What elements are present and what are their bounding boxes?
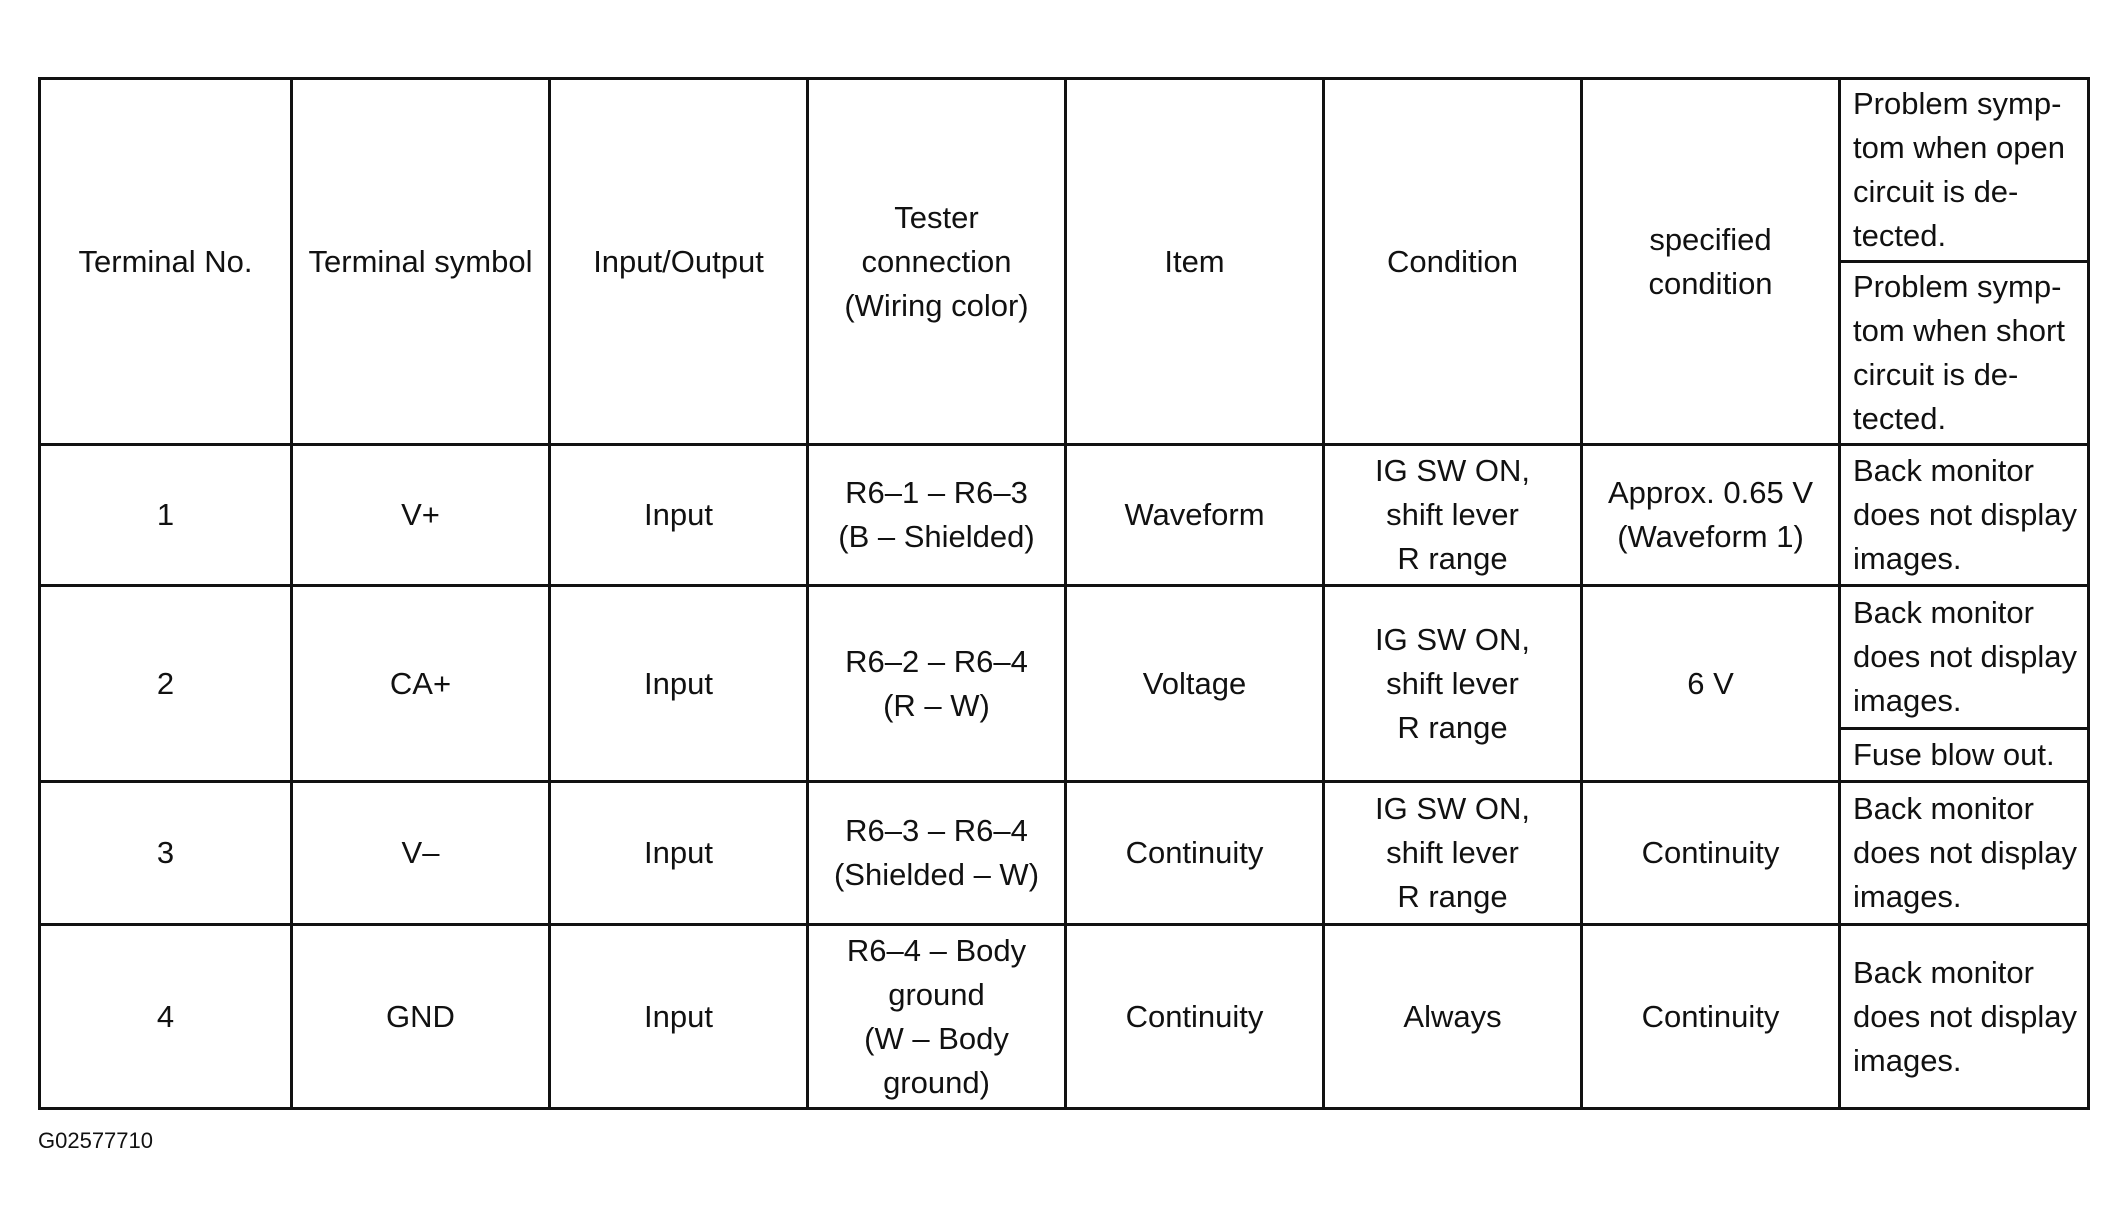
- table-row: [40, 445, 2089, 586]
- cell-terminal-no: 1: [40, 445, 292, 586]
- cell-condition: IG SW ON, shift lever R range: [1324, 586, 1582, 782]
- cell-terminal-symbol: GND: [292, 925, 550, 1109]
- header-item: Item: [1066, 79, 1324, 445]
- cell-input-output: Input: [550, 925, 808, 1109]
- cell-symptom-open: Back monitor does not display images.: [1840, 586, 2089, 729]
- table-row: [40, 925, 2089, 1109]
- header-row: [40, 79, 2089, 262]
- cell-item: Continuity: [1066, 782, 1324, 925]
- cell-condition: IG SW ON, shift lever R range: [1324, 445, 1582, 586]
- table-row: [40, 782, 2089, 925]
- cell-terminal-symbol: CA+: [292, 586, 550, 782]
- cell-tester-connection: R6–3 – R6–4 (Shielded – W): [808, 782, 1066, 925]
- header-symptom-short: Problem symp- tom when short circuit is de- tected.: [1840, 262, 2089, 445]
- figure-code: G02577710: [38, 1128, 153, 1153]
- cell-input-output: Input: [550, 445, 808, 586]
- header-symptom-open: Problem symp- tom when open circuit is de- tected.: [1840, 79, 2089, 262]
- header-condition: Condition: [1324, 79, 1582, 445]
- cell-terminal-no: 3: [40, 782, 292, 925]
- header-terminal-no: Terminal No.: [40, 79, 292, 445]
- cell-terminal-no: 2: [40, 586, 292, 782]
- cell-symptom-open: Back monitor does not display images.: [1840, 445, 2089, 586]
- cell-input-output: Input: [550, 782, 808, 925]
- cell-specified-condition: Approx. 0.65 V (Waveform 1): [1582, 445, 1840, 586]
- cell-terminal-no: 4: [40, 925, 292, 1109]
- cell-item: Voltage: [1066, 586, 1324, 782]
- cell-condition: IG SW ON, shift lever R range: [1324, 782, 1582, 925]
- cell-symptom-short: Fuse blow out.: [1840, 729, 2089, 782]
- cell-tester-connection: R6–4 – Body ground (W – Body ground): [808, 925, 1066, 1109]
- cell-terminal-symbol: V+: [292, 445, 550, 586]
- cell-specified-condition: Continuity: [1582, 925, 1840, 1109]
- cell-symptom-open: Back monitor does not display images.: [1840, 925, 2089, 1109]
- cell-terminal-symbol: V–: [292, 782, 550, 925]
- terminal-spec-table: [38, 77, 2090, 1110]
- cell-item: Waveform: [1066, 445, 1324, 586]
- cell-tester-connection: R6–1 – R6–3 (B – Shielded): [808, 445, 1066, 586]
- cell-input-output: Input: [550, 586, 808, 782]
- header-tester-connection: Tester connection (Wiring color): [808, 79, 1066, 445]
- cell-condition: Always: [1324, 925, 1582, 1109]
- cell-symptom-open: Back monitor does not display images.: [1840, 782, 2089, 925]
- cell-specified-condition: Continuity: [1582, 782, 1840, 925]
- cell-specified-condition: 6 V: [1582, 586, 1840, 782]
- cell-tester-connection: R6–2 – R6–4 (R – W): [808, 586, 1066, 782]
- header-specified-condition: specified condition: [1582, 79, 1840, 445]
- table-row: [40, 586, 2089, 729]
- header-terminal-symbol: Terminal symbol: [292, 79, 550, 445]
- cell-item: Continuity: [1066, 925, 1324, 1109]
- header-input-output: Input/Output: [550, 79, 808, 445]
